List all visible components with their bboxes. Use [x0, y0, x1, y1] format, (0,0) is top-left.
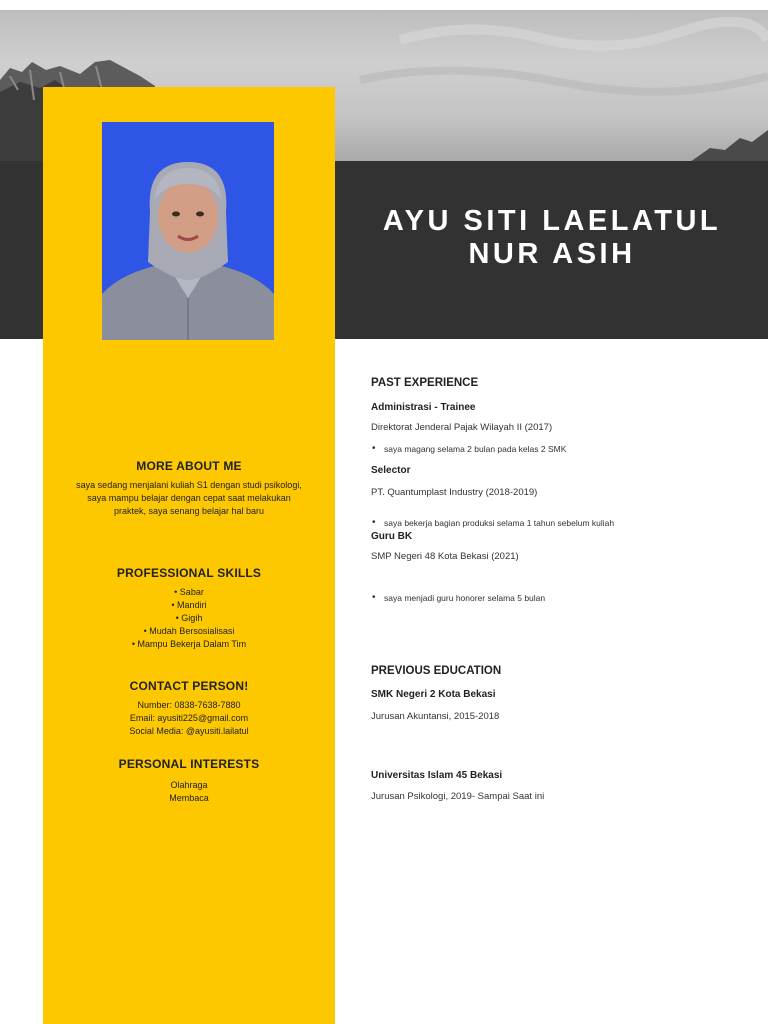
name-line-1: AYU SITI LAELATUL: [382, 205, 722, 237]
interests-list: [43, 779, 335, 805]
name-line-2: NUR ASIH: [468, 238, 636, 270]
skill-item: • Sabar: [174, 587, 204, 597]
interest-item: Membaca: [169, 793, 209, 803]
about-line: saya mampu belajar dengan cepat saat melakukan: [87, 493, 291, 503]
more-about-me-text: [43, 479, 335, 518]
job-title: Guru BK: [371, 531, 413, 542]
professional-skills-heading: PROFESSIONAL SKILLS: [116, 566, 262, 580]
contact-heading: CONTACT PERSON!: [129, 679, 249, 693]
contact-social: Social Media: @ayusiti.lailatul: [129, 726, 249, 736]
profile-photo: [102, 122, 274, 340]
personal-interests-heading: PERSONAL INTERESTS: [118, 757, 260, 771]
about-line: praktek, saya senang belajar hal baru: [113, 506, 265, 516]
job-organization: Direktorat Jenderal Pajak Wilayah II (2017): [371, 422, 553, 433]
contact-email: Email: ayusiti225@gmail.com: [129, 713, 249, 723]
job-description: • saya magang selama 2 bulan pada kelas 2 SMK: [371, 444, 768, 454]
skill-item: • Mandiri: [171, 600, 207, 610]
skill-item: • Mudah Bersosialisasi: [143, 626, 235, 636]
job-organization: PT. Quantumplast Industry (2018-2019): [371, 487, 538, 498]
job-organization: SMP Negeri 48 Kota Bekasi (2021): [371, 551, 519, 562]
contact-details: [43, 699, 335, 738]
interest-item: Olahraga: [170, 780, 208, 790]
job-description: • saya bekerja bagian produksi selama 1 tahun sebelum kuliah: [371, 518, 768, 528]
about-line: saya sedang menjalani kuliah S1 dengan studi psikologi,: [76, 480, 302, 490]
previous-education-heading: PREVIOUS EDUCATION: [371, 665, 502, 677]
job-description: • saya menjadi guru honorer selama 5 bulan: [371, 593, 768, 603]
more-about-me-heading: MORE ABOUT ME: [136, 459, 242, 473]
school-detail: Jurusan Akuntansi, 2015-2018: [371, 711, 500, 722]
contact-number: Number: 0838-7638-7880: [137, 700, 241, 710]
school-name: SMK Negeri 2 Kota Bekasi: [371, 689, 496, 700]
skill-item: • Mampu Bekerja Dalam Tim: [131, 639, 247, 649]
skills-list: [43, 586, 335, 651]
candidate-name: [352, 205, 752, 271]
skill-item: • Gigih: [175, 613, 203, 623]
job-title: Selector: [371, 465, 411, 476]
school-detail: Jurusan Psikologi, 2019- Sampai Saat ini: [371, 791, 545, 802]
job-title: Administrasi - Trainee: [371, 402, 476, 413]
school-name: Universitas Islam 45 Bekasi: [371, 770, 503, 781]
past-experience-heading: PAST EXPERIENCE: [371, 377, 479, 389]
